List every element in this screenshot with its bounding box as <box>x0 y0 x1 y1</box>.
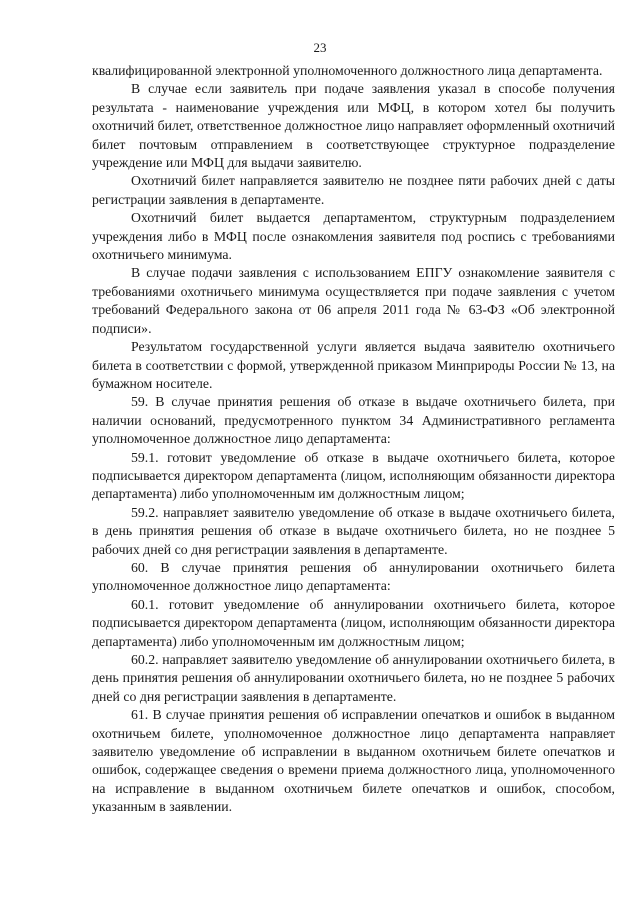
paragraph-epgu: В случае подачи заявления с использованием ЕПГУ ознакомление заявителя с требованиями охотничьего минимума осуществляется при подаче заявления с учетом требований Федерального закона от 06 апреля 2011 года № 63-ФЗ «Об электронной подписи». <box>92 265 615 336</box>
paragraph-mfc-result: В случае если заявитель при подаче заявления указал в способе получения результата - наименование учреждения или МФЦ, в котором хотел бы получить охотничий билет, ответственное должностное лицо направляет оформленный охотничий билет почтовым отправлением в соответствующее структурное подразделение учреждение или МФЦ для выдачи заявителю. <box>92 81 615 171</box>
paragraph-60-1: 60.1. готовит уведомление об аннулировании охотничьего билета, которое подписывается директором департамента (лицом, исполняющим обязанности директора департамента) либо уполномоченным им должностным лицом; <box>92 596 615 649</box>
paragraph-59-2: 59.2. направляет заявителю уведомление об отказе в выдаче охотничьего билета, в день принятия решения об отказе в выдаче охотничьего билета, но не позднее 5 рабочих дней со дня регистрации заявления в департаменте. <box>92 504 615 557</box>
paragraph-five-days: Охотничий билет направляется заявителю не позднее пяти рабочих дней с даты регистрации заявления в департаменте. <box>92 173 615 207</box>
paragraph-59: 59. В случае принятия решения об отказе в выдаче охотничьего билета, при наличии оснований, предусмотренного пунктом 34 Административного регламента уполномоченное должностное лицо департамента: <box>92 394 615 447</box>
document-body <box>92 62 615 817</box>
paragraph-60-2: 60.2. направляет заявителю уведомление об аннулировании охотничьего билета, в день принятия решения об аннулировании охотничьего билета, но не позднее 5 рабочих дней со дня регистрации заявления в департаменте. <box>92 652 615 704</box>
paragraph-60: 60. В случае принятия решения об аннулировании охотничьего билета уполномоченное должностное лицо департамента: <box>92 559 615 594</box>
page-number: 23 <box>313 40 327 55</box>
paragraph-61: 61. В случае принятия решения об исправлении опечатков и ошибок в выданном охотничьем билете, уполномоченное должностное лицо департамента направляет заявителю уведомление об исправлении в выданном охотничьем билете опечатков и ошибок, содержащее сведения о времени приема должностного лица, уполномоченного на исправление в выданном охотничьем билете опечатков и ошибок, способом, указанным в заявлении. <box>92 707 615 815</box>
paragraph-result: Результатом государственной услуги является выдача заявителю охотничьего билета в соответствии с формой, утвержденной приказом Минприроды России № 13, на бумажном носителе. <box>92 339 615 391</box>
paragraph-59-1: 59.1. готовит уведомление об отказе в выдаче охотничьего билета, которое подписывается директором департамента (лицом, исполняющим обязанности директора департамента) либо уполномоченным им должностным лицом; <box>92 449 615 502</box>
paragraph-continuation: квалифицированной электронной уполномоченного должностного лица департамента. <box>92 63 603 78</box>
paragraph-issue: Охотничий билет выдается департаментом, структурным подразделением учреждения либо в МФЦ после ознакомления заявителя под роспись с требованиями охотничьего минимума. <box>92 210 615 263</box>
